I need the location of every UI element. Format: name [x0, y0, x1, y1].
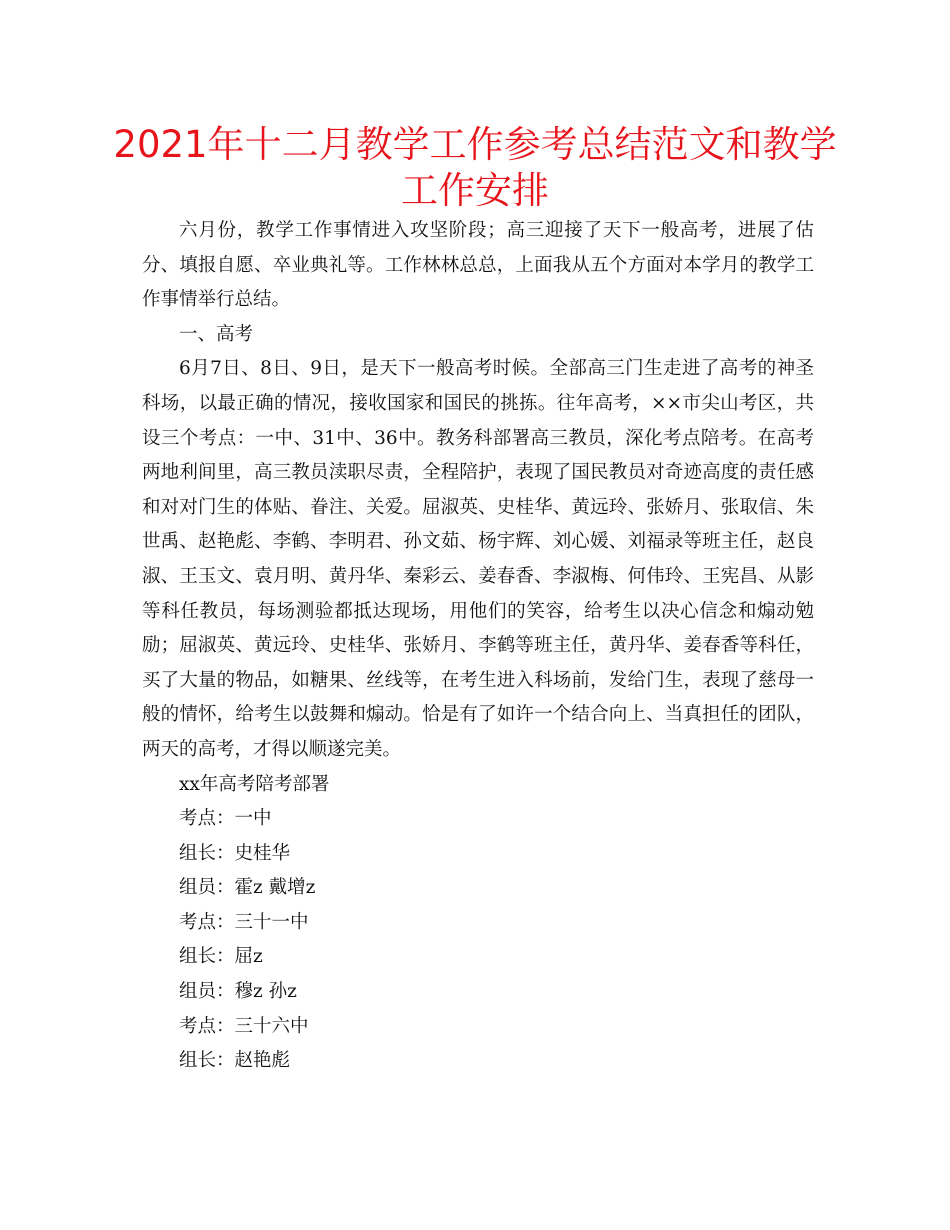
- gaokao-paragraph: 6月7日、8日、9日，是天下一般高考时候。全部高三门生走进了高考的神圣科场，以最正确的情况，接收国家和国民的挑拣。往年高考，××市尖山考区，共设三个考点：一中、31中、36中。教务科部署高三教员，深化考点陪考。在高考两地利间里，高三教员渎职尽责，全程陪护，表现了国民教员对奇迹高度的责任感和对对门生的体贴、眷注、关爱。屈淑英、史桂华、黄远玲、张娇月、张取信、朱世禹、赵艳彪、李鹤、李明君、孙文茹、杨宇辉、刘心媛、刘福录等班主任，赵良淑、王玉文、袁月明、黄丹华、秦彩云、姜春香、李淑梅、何伟玲、王宪昌、从影等科任教员，每场测验都抵达现场，用他们的笑容，给考生以决心信念和煽动勉励；屈淑英、黄远玲、史桂华、张娇月、李鹤等班主任，黄丹华、姜春香等科任，买了大量的物品，如糖果、丝线等，在考生进入科场前，发给门生，表现了慈母一般的情怀，给考生以鼓舞和煽动。恰是有了如许一个结合向上、当真担任的团队，两天的高考，才得以顺遂完美。: [142, 358, 814, 760]
- list-line: 考点：三十一中: [179, 911, 309, 933]
- section-heading-gaokao: 一、高考: [179, 323, 254, 345]
- intro-paragraph: 六月份，教学工作事情进入攻坚阶段；高三迎接了天下一般高考，进展了估分、填报自愿、卒业典礼等。工作林林总总，上面我从五个方面对本学月的教学工作事情举行总结。: [142, 220, 814, 311]
- list-line: 组长：史桂华: [179, 842, 291, 864]
- list-line: 考点：三十六中: [179, 1015, 309, 1037]
- list-line: 组长：赵艳彪: [179, 1050, 291, 1072]
- list-line: xx年高考陪考部署: [179, 773, 330, 795]
- document-body: [142, 214, 814, 1079]
- list-line: 组长：屈z: [179, 946, 263, 968]
- document-title: 2021年十二月教学工作参考总结范文和教学工作安排: [113, 123, 837, 212]
- list-line: 考点：一中: [179, 808, 272, 830]
- list-line: 组员：霍z 戴增z: [179, 877, 316, 899]
- list-line: 组员：穆z 孙z: [179, 981, 297, 1003]
